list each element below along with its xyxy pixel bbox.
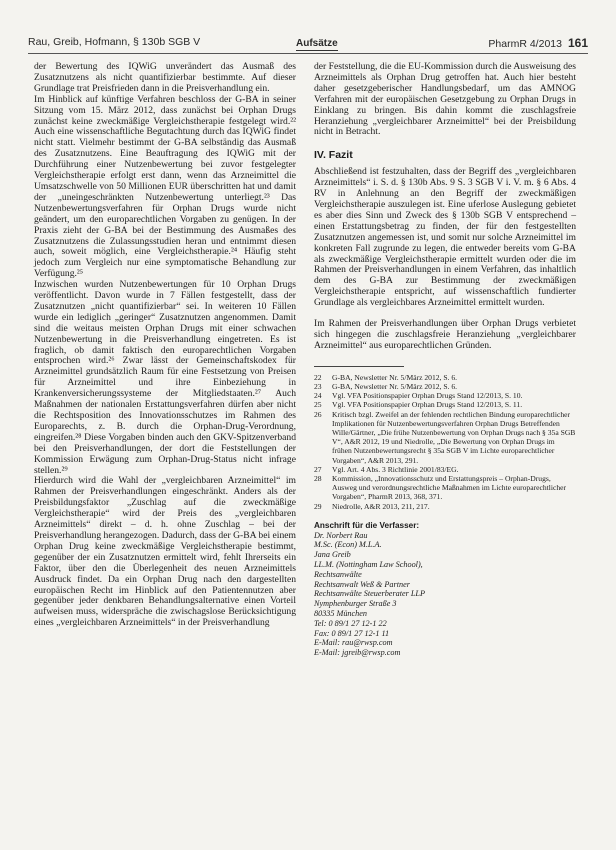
header-issue: PharmR 4/2013 — [488, 38, 562, 50]
footnote-text: Kritisch bzgl. Zweifel an der fehlenden rechtlichen Bindung europarechtlicher Implikationen für Nutzenbewertungsverfahren Orphan Drugs Betreffenden Wille/Gärtner, „Die frühe Nutzenbewertung von Orphan Drugs nach § 35a SGB V“, A&R 2012, 19 und Niedrolle, „Die Bewertung von Orphan Drugs im frühen Nutzenbewertungsrecht § 35a SGB V im Lichte europarechtlicher Vorgaben“, A&R 2013, 291. — [332, 409, 576, 465]
footnote — [314, 382, 576, 391]
section-heading: IV. Fazit — [314, 149, 353, 162]
footnote-number: 28 — [314, 473, 322, 483]
address-line: Jana Greib — [314, 550, 351, 560]
footnote-number: 27 — [314, 464, 322, 474]
header-section: Aufsätze — [296, 38, 338, 49]
address-line: E-Mail: rau@rwsp.com — [314, 638, 393, 648]
footnote — [314, 465, 576, 474]
address-line: E-Mail: jgreib@rwsp.com — [314, 648, 401, 658]
body-paragraph: Inzwischen wurden Nutzenbewertungen für 10 Orphan Drugs veröffentlicht. Davon wurde in 7 Fällen festgestellt, dass der Zusatznutzen „nicht quantifizierbar“ sei. In weiteren 10 Fällen wurde ein lediglich „geringer“ Zusatznutzen angenommen. Damit sind die weitaus meisten Orphan Drugs mit einer schwachen Nutzenbewertung in die Preisverhandlung eingetreten. Es ist fraglich, ob damit faktisch den europarechtlichen Vorgaben entsprochen wird.²⁶ Zwar lässt der Gemeinschaftskodex für Arzneimittel grundsätzlich Raum für eine Festsetzung von Preisen für Arzneimittel und ihre Einbeziehung in Krankenversicherungssysteme der Mitgliedstaaten.²⁷ Auch Maßnahmen der nationalen Erstattungsverfahren dürfen aber nicht die Rechtsposition des Innovationsschutzes im Rahmen des Europarechts, z. B. durch die Orphan-Drug-Verordnung, eingreifen.²⁸ Diese Vorgaben binden auch den GKV-Spitzenverband bei den Preisverhandlungen, der dort die Feststellungen der Kommission Erwägung zum Orphan-Drug-Status nicht infrage stellen.²⁹ — [34, 279, 296, 476]
page-number: 161 — [567, 36, 588, 50]
address-title: Anschrift für die Verfasser: — [314, 520, 420, 530]
header-divider — [28, 53, 588, 54]
footnote-text: G-BA, Newsletter Nr. 5/März 2012, S. 6. — [332, 372, 458, 382]
body-paragraph: Abschließend ist festzuhalten, dass der Begriff des „vergleichbaren Arzneimittels“ i. S. d. § 130b Abs. 9 S. 3 SGB V i. V. m. § 6 Abs. 4 RV in Anlehnung an den Begriff der zweckmäßigen Vergleichstherapie auszulegen ist. Eine uferlose Auslegung gebietet es aber dies Sinn und Zweck des § 130b SGB V entsprechend – einen Erstattungsbetrag zu finden, der für den festgestellten Zusatznutzen angemessen ist, und somit nur solche Arzneimittel im konkreten Fall zugrunde zu legen, die entweder bereits vom G-BA als zweckmäßige Vergleichstherapie ermittelt wurden oder die im Rahmen der Preisverhandlungen in einem Verfahren, das inhaltlich dem des G-BA zur Bestimmung der zweckmäßigen Vergleichstherapie entspricht, auf wissenschaftlich fundierter Grundlage als vergleichbares Arzneimittel ermittelt wurden. — [314, 166, 576, 309]
left-column — [34, 62, 296, 629]
footnote-number: 24 — [314, 391, 322, 401]
address-line: Fax: 0 89/1 27 12-1 11 — [314, 628, 390, 638]
footnote-text: Vgl. VFA Positionspapier Orphan Drugs Stand 12/2013, S. 11. — [332, 400, 523, 410]
header-authors: Rau, Greib, Hofmann, § 130b SGB V — [28, 36, 201, 48]
right-column — [314, 62, 576, 658]
footnote-text: Niedrolle, A&R 2013, 211, 217. — [332, 501, 430, 511]
running-header — [28, 36, 588, 50]
footnote-number: 22 — [314, 372, 322, 382]
address-line: Tel: 0 89/1 27 12-1 22 — [314, 618, 387, 628]
footnote — [314, 502, 576, 511]
body-paragraph: der Bewertung des IQWiG unverändert das Ausmaß des Zusatznutzens als nicht quantifizierbar bestimmte. Auf dieser Grundlage trat Preisfrieden dann in die Preisverhandlung ein. — [34, 61, 296, 94]
address-line: Rechtsanwälte — [314, 569, 362, 579]
footnote — [314, 400, 576, 409]
body-paragraph: Im Hinblick auf künftige Verfahren beschloss der G-BA in seiner Sitzung vom 15. März 2012, dass zunächst bei Orphan Drugs zunächst keine zweckmäßige Vergleichstherapie festgelegt wird.²² Auch eine wissenschaftliche Begutachtung durch das IQWiG findet nicht statt. Vielmehr bestimmt der G-BA selbständig das Ausmaß des Zusatznutzens. Eine Beauftragung des IQWiG mit der Durchführung einer Nutzenbewertung bei zuvor festgelegter Vergleichstherapie erfolgt erst dann, wenn das Arzneimittel die Umsatzschwelle von 50 Millionen EUR überschritten hat und damit der „uneingeschränkten Nutzenbewertung unterliegt.²³ Das Nutzenbewertungsverfahren für Orphan Drugs wurde nicht geändert, um den europarechtlichen Vorgaben zu genügen. In der Praxis zieht der G-BA bei der Bestimmung des Ausmaßes des Zusatznutzens die Zulassungsstudien heran und entnimmt diesen auch, soweit möglich, eine Vergleichstherapie.²⁴ Häufig steht jedoch zum Vergleich nur eine symptomatische Behandlung zur Verfügung.²⁵ — [34, 93, 296, 280]
footnote — [314, 474, 576, 502]
body-paragraph: Hierdurch wird die Wahl der „vergleichbaren Arzneimittel“ im Rahmen der Preisverhandlungen eingeschränkt. Anders als der Preisbildungsfaktor „Zuschlag auf die zweckmäßige Vergleichstherapie“ wird der Preis des „vergleichbaren Arzneimittels“ direkt – d. h. ohne Zuschlag – bei der Preisverhandlung herangezogen. Dadurch, dass der G-BA bei einem Orphan Drug keine zweckmäßige Vergleichstherapie bestimmt, gegenüber der ein Zusatznutzen ermittelt wird, fehlt Ihrerseits ein Faktor, über den die Überlegenheit des neuen Arzneimittels Ausdruck findet. Da ein Orphan Drug nach den dargestellten europäischen Recht im Hinblick auf den Patientennutzen aber gegenüber jeder denkbaren Behandlungsalternative einen Vorteil aufweisen muss, widerspräche die zwischagslose Berücksichtigung eines „vergleichbaren Arzneimittels“ in der Preisverhandlung — [34, 475, 296, 629]
footnote-number: 29 — [314, 501, 322, 511]
footnote — [314, 410, 576, 465]
body-paragraph: der Feststellung, die die EU-Kommission durch die Ausweisung des Arzneimittels als Orphan Drug getroffen hat. Auch hier besteht daher gesetzgeberischer Handlungsbedarf, um das AMNOG Verfahren mit der europäischen Gesetzgebung zu Orphan Drugs in Einklang zu bringen. Bis dahin kommt die zuschlagsfreie Heranziehung „vergleichbarer Arzneimittel“ bei der Preisbildung nicht in Betracht. — [314, 61, 576, 138]
address-line: Rechtsanwalt Weß & Partner — [314, 579, 410, 589]
footnote — [314, 373, 576, 382]
address-line: Rechtsanwälte Steuerberater LLP — [314, 589, 425, 599]
footnote-text: Vgl. Art. 4 Abs. 3 Richtlinie 2001/83/EG. — [332, 464, 459, 474]
address-line: M.Sc. (Econ) M.L.A. — [314, 540, 382, 550]
footnotes — [314, 373, 576, 511]
body-paragraph: Im Rahmen der Preisverhandlungen über Orphan Drugs verbietet sich hingegen die zuschlagsfreie Heranziehung „vergleichbarer Arzneimittel“ aus europarechtlichen Gründen. — [314, 318, 576, 351]
footnote-number: 23 — [314, 381, 322, 391]
footnote-number: 25 — [314, 400, 322, 410]
footnote — [314, 391, 576, 400]
author-address — [314, 521, 576, 658]
address-line: Dr. Norbert Rau — [314, 530, 368, 540]
footnote-number: 26 — [314, 409, 322, 419]
header-journal — [488, 36, 588, 50]
address-line: Nymphenburger Straße 3 — [314, 599, 397, 609]
footnote-text: Vgl. VFA Positionspapier Orphan Drugs Stand 12/2013, S. 10. — [332, 391, 523, 401]
footnote-text: Kommission, „Innovationsschutz und Erstattungspreis – Orphan-Drugs, Ausweg und verordnungsrechtliche Maßnahmen im Lichte europarechtlicher Vorgaben“, PharmR 2013, 368, 371. — [332, 473, 567, 502]
footnote-divider — [314, 366, 404, 367]
footnote-text: G-BA, Newsletter Nr. 5/März 2012, S. 6. — [332, 381, 458, 391]
address-line: LL.M. (Nottingham Law School), — [314, 559, 423, 569]
address-line: 80335 München — [314, 608, 367, 618]
